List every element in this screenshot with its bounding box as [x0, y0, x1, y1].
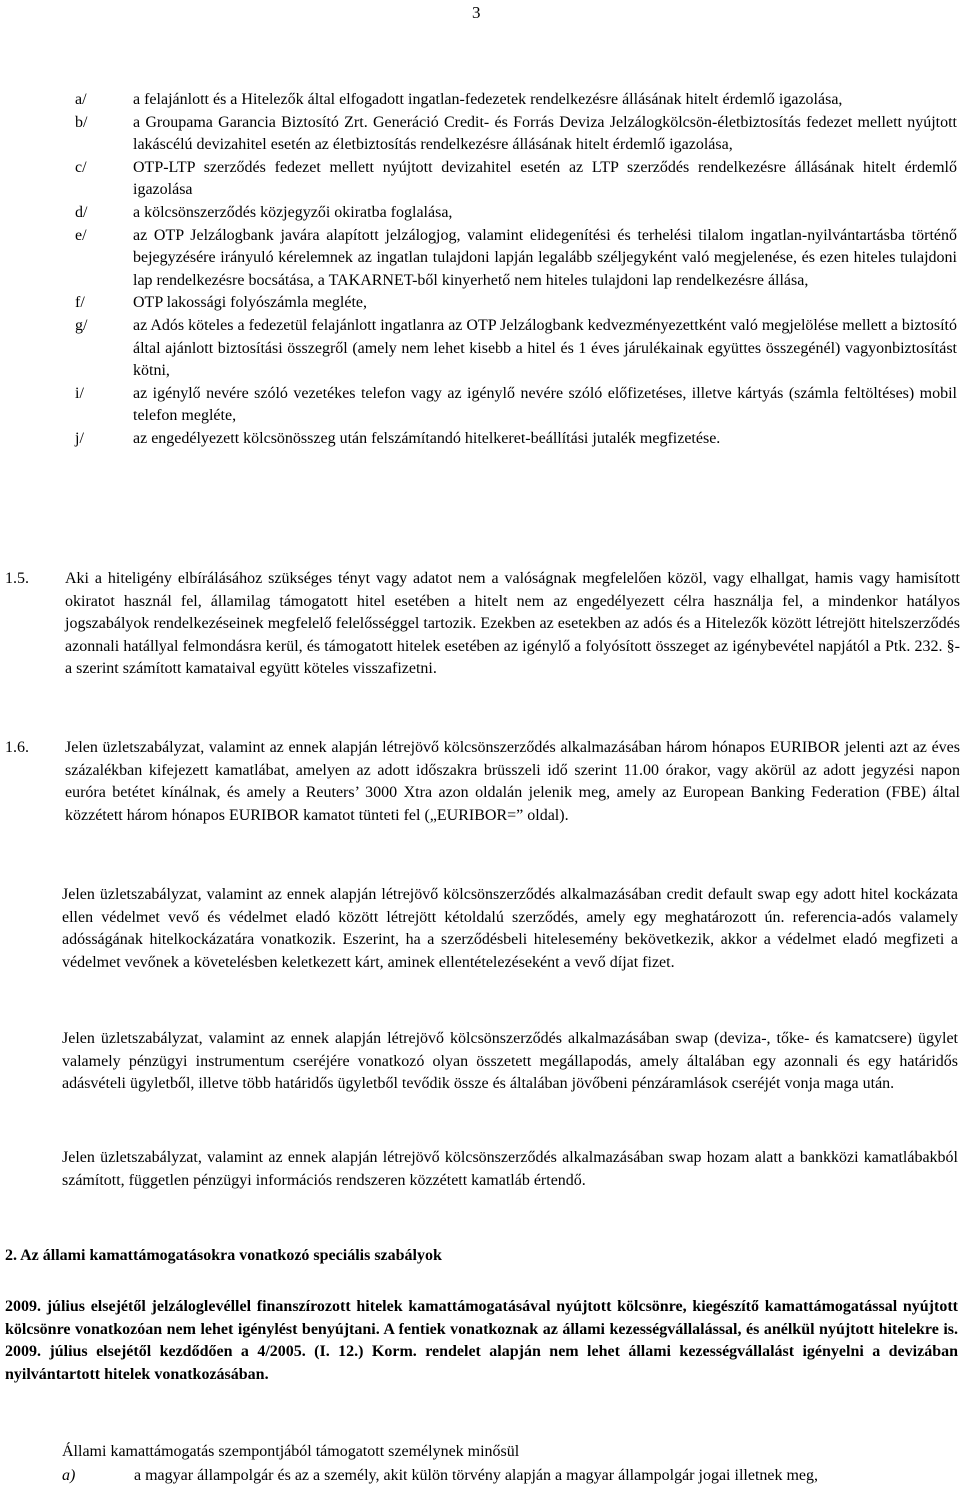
list-item [0, 112, 960, 157]
list-item [0, 428, 960, 451]
list-item [0, 225, 960, 293]
section-number: 1.6. [5, 739, 29, 756]
list-item-text: a felajánlott és a Hitelezők által elfogadott ingatlan-fedezetek rendelkezésre állásának hitelt érdemlő igazolása, [133, 91, 843, 108]
list-item-label: g/ [75, 316, 88, 334]
list-item-text: az engedélyezett kölcsönösszeg után felszámítandó hitelkeret-beállítási jutalék megfizetése. [133, 429, 721, 447]
list-item-text: OTP-LTP szerződés fedezet mellett nyújtott devizahitel esetén az LTP szerződés rendelkezésre állásának hitelt érdemlő igazolása [133, 158, 957, 199]
bold-notice: 2009. július elsejétől jelzáloglevéllel finanszírozott hitelek kamattámogatásával nyújtott kölcsönre, kiegészítő kamattámogatással nyújtott kölcsönre vonatkozóan nem lehet igénylést benyújtani. A fentiek vonatkoznak az állami kezességvállalással, és anélkül nyújtott hitelekre is. 2009. július elsejétől kezdődően a 4/2005. (I. 12.) Korm. rendelet alapján nem lehet állami kezességvállalást igényelni a devizában nyilvántartott hitelek vonatkozásában. [5, 1298, 958, 1383]
list-item-text: az Adós köteles a fedezetül felajánlott ingatlanra az OTP Jelzálogbank kedvezményezettként való megjelölése mellett a biztosító által ajánlott biztosítási összegről (amely nem lehet kisebb a hitel és 1 éves járulékainak együttes összegénél) vagyonbiztosítást kötni, [133, 316, 957, 380]
condition-list [0, 89, 960, 451]
list-item-text: a kölcsönszerződés közjegyzői okiratba foglalása, [133, 203, 453, 221]
list-item-label: f/ [75, 294, 85, 312]
list-item-text: OTP lakossági folyószámla megléte, [133, 294, 368, 312]
section-1-5 [0, 568, 960, 681]
list-item-label: j/ [75, 429, 84, 447]
list-item-label: a) [62, 1467, 76, 1484]
list-item-label: i/ [75, 384, 84, 402]
list-item [0, 157, 960, 202]
page-number: 3 [472, 3, 481, 22]
list-item-label: b/ [75, 113, 88, 131]
list-item-text: a Groupama Garancia Biztosító Zrt. Generáció Credit- és Forrás Deviza Jelzálogkölcsön-életbiztosítás fedezet mellett nyújtott lakáscélú devizahitel esetén az életbiztosítás rendelkezésre állásának hitelt érdemlő igazolása, [133, 113, 957, 154]
list-item-label: c/ [75, 158, 87, 176]
list-item [0, 315, 960, 383]
list-item [0, 202, 960, 225]
list-item [0, 383, 960, 428]
subsection-title: Állami kamattámogatás szempontjából támogatott személynek minősül [62, 1443, 520, 1460]
list-item-text: a magyar állampolgár és az a személy, akit külön törvény alapján a magyar állampolgár jogai illetnek meg, [134, 1467, 819, 1484]
section-text: Aki a hiteligény elbírálásához szükséges tényt vagy adatot nem a valóságnak megfelelően közöl, vagy elhallgat, hamis vagy hamisított okiratot használ fel, államilag támogatott hitel esetében a hitelt nem az engedélyezett célra használja fel, a mindenkor hatályos jogszabályok rendelkezéseinek megfelelő felelősséggel tartozik. Ezekben az esetekben az adós és a Hitelezők között létrejött hitelszerződés azonnali hatállyal felmondásra kerül, és támogatott hitelek esetében az igénylő a folyósított összeget az igénybevétel napjától a Ptk. 232. §-a szerint számított kamataival együtt köteles visszafizetni. [65, 570, 960, 678]
list-item [0, 292, 960, 315]
list-item [62, 1465, 958, 1488]
list-item-label: a/ [75, 91, 87, 108]
list-item-label: e/ [75, 226, 87, 244]
list-item [0, 89, 960, 112]
section-number: 1.5. [5, 570, 29, 587]
list-item-text: az igénylő nevére szóló vezetékes telefon vagy az igénylő nevére szóló előfizetéses, illetve kártyás (számla feltöltéses) mobil telefon megléte, [133, 384, 957, 425]
list-item-text: az OTP Jelzálogbank javára alapított jelzálogjog, valamint elidegenítési és terhelési tilalom ingatlan-nyilvántartásba történő bejegyzésére irányuló kérelemnek az ingatlan tulajdoni lapján legalább széljegyként való megjelenése, és ezen hiteles tulajdoni lap rendelkezésre bocsátása, a TAKARNET-ből kinyerhető nem hiteles tulajdoni lap rendelkezésre állása, [133, 226, 957, 289]
section-1-6 [0, 737, 960, 827]
paragraph-swap: Jelen üzletszabályzat, valamint az ennek alapján létrejövő kölcsönszerződés alkalmazásában swap (deviza-, tőke- és kamatcsere) ügylet valamely pénzügyi instrumentum cseréjére vonatkozó olyan összetett megállapodás, amely általában egy azonnali és egy határidős adásvételi ügyletből, illetve több határidős ügyletből tevődik össze és általában jövőbeni pénzáramlások cseréjét vonja maga után. [62, 1030, 958, 1093]
section-heading: 2. Az állami kamattámogatásokra vonatkozó speciális szabályok [5, 1247, 442, 1264]
paragraph-credit-default-swap: Jelen üzletszabályzat, valamint az ennek alapján létrejövő kölcsönszerződés alkalmazásában credit default swap egy adott hitel kockázata ellen védelmet vevő és védelmet eladó között létrejött kétoldalú szerződés, amely egy meghatározott ún. referencia-adós valamely adósságának hitelkockázatára vonatkozik. Eszerint, ha a szerződésbeli hitelesemény bekövetkezik, akkor a védelmet eladó megfizeti a védelmet vevőnek a követelésben keletkezett kárt, aminek ellentételezéseként a vevő díjat fizet. [62, 886, 958, 971]
paragraph-swap-yield: Jelen üzletszabályzat, valamint az ennek alapján létrejövő kölcsönszerződés alkalmazásában swap hozam alatt a bankközi kamatlábakból számított, független pénzügyi információs rendszeren közzétett kamatláb értendő. [62, 1149, 958, 1189]
list-item-label: d/ [75, 203, 88, 221]
section-text: Jelen üzletszabályzat, valamint az ennek alapján létrejövő kölcsönszerződés alkalmazásában három hónapos EURIBOR jelenti azt az éves százalékban kifejezett kamatlábat, amelyen az adott időszakra brüsszeli idő szerint 11.00 órakor, vagy akörül az adott jegyzési napon euróra betétet kínálnak, és amely a Reuters’ 3000 Xtra azon oldalán jelenik meg, amely az European Banking Federation (FBE) által közzétett három hónapos EURIBOR kamatot tünteti fel („EURIBOR=” oldal). [65, 739, 960, 824]
